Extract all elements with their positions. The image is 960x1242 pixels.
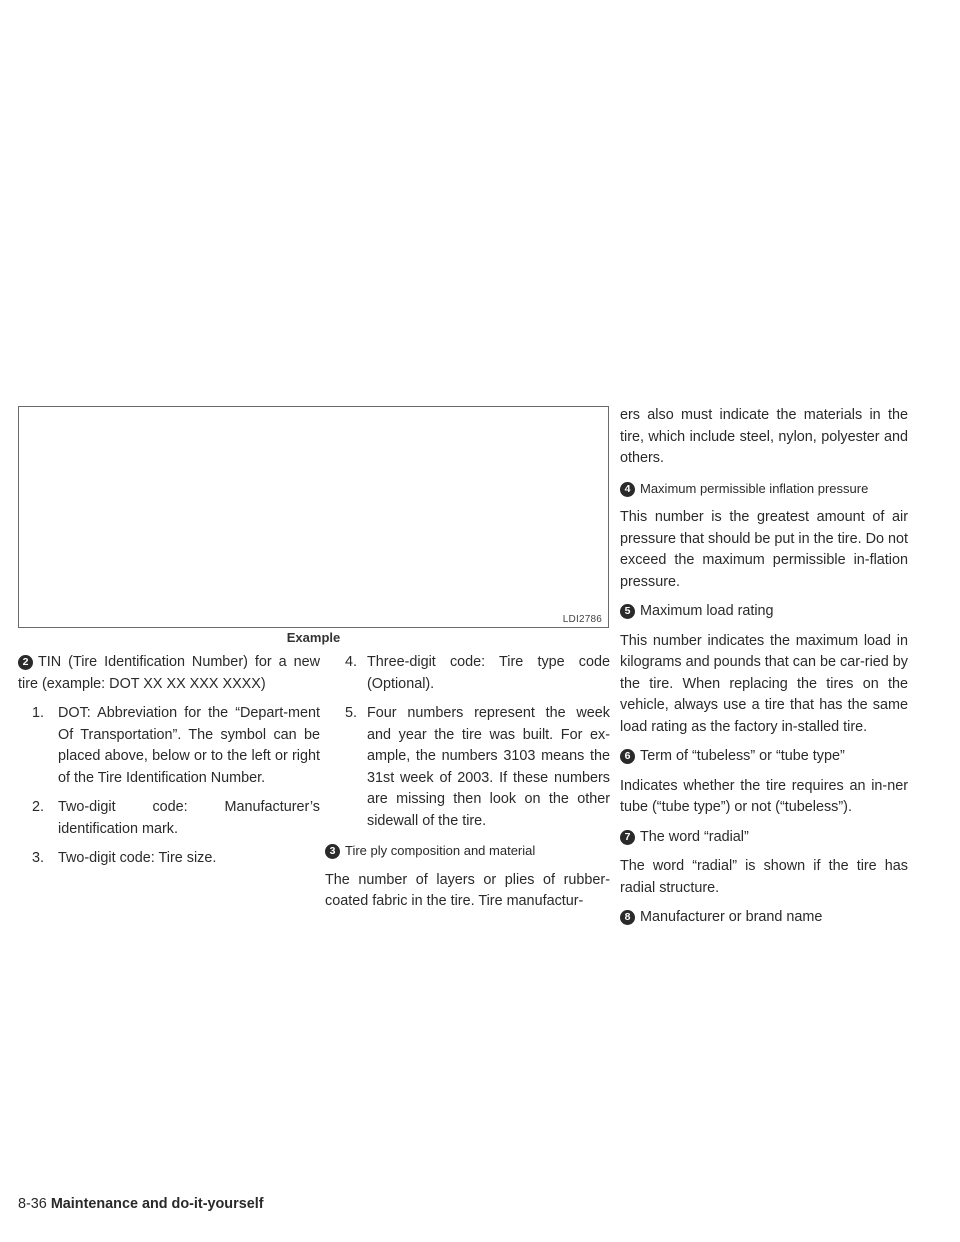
list-item: 3. Two-digit code: Tire size. xyxy=(32,850,217,866)
column-3 xyxy=(620,405,908,937)
item-3-heading: 3 Tire ply composition and material xyxy=(325,840,610,862)
circled-number-icon: 4 xyxy=(620,482,635,497)
item-2-heading: 2 TIN (Tire Identification Number) for a new tire (example: DOT XX XX XXX XXXX) xyxy=(18,654,320,692)
item-5-body: This number indicates the maximum load in kilograms and pounds that can be car-ried by the tire. When replacing the tires on the vehicle, always use a tire that has the same load rating as the factory in-stalled tire. xyxy=(620,632,908,735)
circled-number-icon: 6 xyxy=(620,749,635,764)
circled-number-icon: 5 xyxy=(620,604,635,619)
page-footer xyxy=(18,1196,264,1212)
item-7-heading: 7 The word “radial” xyxy=(620,827,908,849)
item-6-heading: 6 Term of “tubeless” or “tube type” xyxy=(620,746,908,768)
item-3-body: The number of layers or plies of rubber-coated fabric in the tire. Tire manufactur- xyxy=(325,871,610,909)
section-title: Maintenance and do-it-yourself xyxy=(50,1196,264,1212)
circled-number-icon: 3 xyxy=(325,844,340,859)
item-5-heading: 5 Maximum load rating xyxy=(620,601,908,623)
list-item: 4. Three-digit code: Tire type code (Optional). xyxy=(345,654,610,692)
circled-number-icon: 7 xyxy=(620,830,635,845)
figure-id: LDI2786 xyxy=(562,614,602,625)
page-number: 8-36 xyxy=(18,1196,47,1212)
column-1 xyxy=(18,652,320,878)
item-6-body: Indicates whether the tire requires an in-ner tube (“tube type”) or not (“tubeless”). xyxy=(620,777,908,815)
tin-list xyxy=(18,703,320,870)
item-8-heading: 8 Manufacturer or brand name xyxy=(620,907,908,929)
list-item: 1. DOT: Abbreviation for the “Depart-ment Of Transportation”. The symbol can be placed above, below or to the left or right of the Tire Identification Number. xyxy=(32,705,320,786)
item-4-body: This number is the greatest amount of air pressure that should be put in the tire. Do not exceed the maximum permissible in-flation pressure. xyxy=(620,509,908,590)
item-4-heading: 4 Maximum permissible inflation pressure xyxy=(620,478,908,500)
item-3-body-continued: ers also must indicate the materials in the tire, which include steel, nylon, polyester and others. xyxy=(620,407,908,466)
tin-list-continued xyxy=(325,652,610,832)
figure-caption: Example xyxy=(286,630,341,645)
list-item: 2. Two-digit code: Manufacturer’s identification mark. xyxy=(32,799,320,837)
column-2 xyxy=(325,652,610,921)
list-item: 5. Four numbers represent the week and year the tire was built. For ex-ample, the numbers 3103 means the 31st week of 2003. If these numbers are missing then look on the other sidewall of the tire. xyxy=(345,705,610,829)
item-7-body: The word “radial” is shown if the tire has radial structure. xyxy=(620,858,908,896)
tire-example-figure xyxy=(18,406,609,628)
circled-number-icon: 8 xyxy=(620,910,635,925)
circled-number-icon: 2 xyxy=(18,655,33,670)
